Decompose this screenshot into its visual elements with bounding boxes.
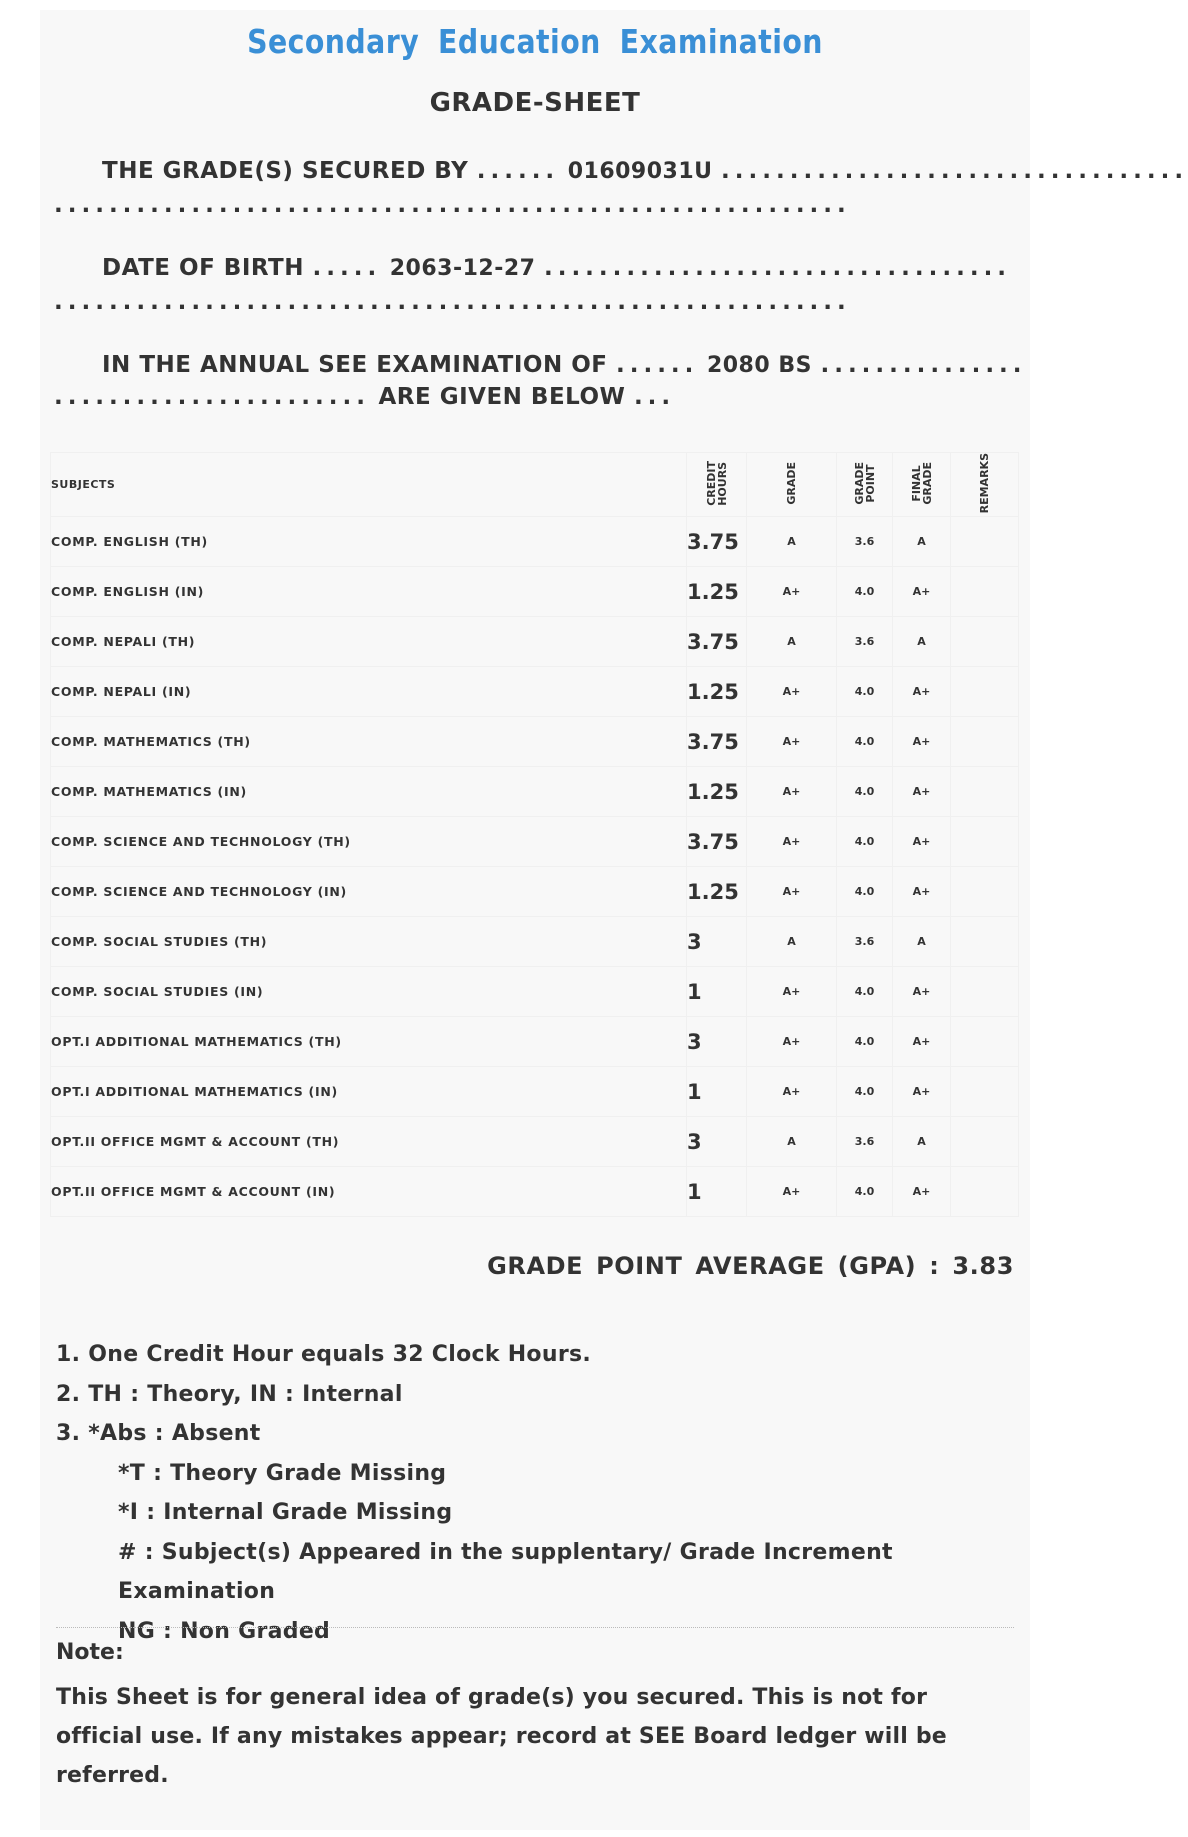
table-row [51, 1117, 1019, 1167]
subject-cell: OPT.I ADDITIONAL MATHEMATICS (IN) [51, 1067, 687, 1117]
final-grade-cell: A+ [893, 867, 951, 917]
remarks-cell [951, 917, 1019, 967]
credit-hours-cell: 1 [687, 1067, 747, 1117]
remarks-cell [951, 617, 1019, 667]
subject-cell: COMP. SCIENCE AND TECHNOLOGY (IN) [51, 867, 687, 917]
credit-hours-cell: 3 [687, 917, 747, 967]
subject-cell: COMP. MATHEMATICS (TH) [51, 717, 687, 767]
grade-cell: A+ [747, 817, 837, 867]
header-subjects: SUBJECTS [51, 453, 687, 517]
final-grade-cell: A+ [893, 1067, 951, 1117]
header-final-grade: FINAL GRADE [893, 453, 951, 517]
grade-point-cell: 4.0 [837, 1017, 893, 1067]
final-grade-cell: A+ [893, 717, 951, 767]
remarks-cell [951, 1017, 1019, 1067]
table-row [51, 567, 1019, 617]
note-item: 1. One Credit Hour equals 32 Clock Hours. [56, 1342, 592, 1367]
credit-hours-cell: 1.25 [687, 667, 747, 717]
final-grade-cell: A+ [893, 567, 951, 617]
grade-point-cell: 4.0 [837, 1067, 893, 1117]
secured-by-line: THE GRADE(S) SECURED BY ...... 01609031U .................................. [102, 158, 1188, 184]
gpa-value: 3.83 [952, 1252, 1014, 1280]
gpa-summary [487, 1252, 1014, 1280]
grade-point-cell: 4.0 [837, 967, 893, 1017]
credit-hours-cell: 3.75 [687, 817, 747, 867]
exam-line: IN THE ANNUAL SEE EXAMINATION OF ...... 2080 BS ............... [102, 352, 1027, 378]
table-row [51, 717, 1019, 767]
header-credit-hours: CREDIT HOURS [687, 453, 747, 517]
grade-point-cell: 4.0 [837, 717, 893, 767]
grade-cell: A [747, 617, 837, 667]
given-below-label: ARE GIVEN BELOW [378, 384, 626, 410]
table-header-row [51, 453, 1019, 517]
subject-cell: COMP. NEPALI (TH) [51, 617, 687, 667]
remarks-cell [951, 967, 1019, 1017]
remarks-cell [951, 567, 1019, 617]
note-subitem: *T : Theory Grade Missing [118, 1460, 447, 1486]
final-grade-cell: A+ [893, 1017, 951, 1067]
divider [56, 1627, 1014, 1628]
table-row [51, 617, 1019, 667]
note-item: 3. *Abs : Absent [56, 1421, 261, 1446]
grade-point-cell: 3.6 [837, 917, 893, 967]
given-below-line: ....................... ARE GIVEN BELOW ... [54, 384, 676, 410]
exam-label: IN THE ANNUAL SEE EXAMINATION OF [102, 352, 608, 378]
dob-line: DATE OF BIRTH ..... 2063-12-27 .................................. [102, 255, 1012, 281]
note-subitem: *I : Internal Grade Missing [118, 1500, 453, 1525]
table-row [51, 667, 1019, 717]
grade-point-cell: 4.0 [837, 767, 893, 817]
grade-point-cell: 4.0 [837, 1167, 893, 1217]
credit-hours-cell: 1 [687, 967, 747, 1017]
note-item: 2. TH : Theory, IN : Internal [56, 1381, 403, 1407]
remarks-cell [951, 867, 1019, 917]
table-row [51, 1067, 1019, 1117]
grade-cell: A+ [747, 667, 837, 717]
dob-label: DATE OF BIRTH [102, 255, 304, 281]
grade-point-cell: 3.6 [837, 517, 893, 567]
final-grade-cell: A [893, 917, 951, 967]
grade-cell: A+ [747, 867, 837, 917]
header-remarks: REMARKS [951, 453, 1019, 517]
credit-hours-cell: 1 [687, 1167, 747, 1217]
final-grade-cell: A+ [893, 817, 951, 867]
grades-table [50, 452, 1019, 1217]
header-grade: GRADE [747, 453, 837, 517]
table-row [51, 817, 1019, 867]
remarks-cell [951, 667, 1019, 717]
grade-cell: A+ [747, 1017, 837, 1067]
credit-hours-cell: 3.75 [687, 617, 747, 667]
exam-year: 2080 BS [706, 353, 812, 378]
final-grade-cell: A+ [893, 667, 951, 717]
subject-cell: COMP. MATHEMATICS (IN) [51, 767, 687, 817]
note-subitem: # : Subject(s) Appeared in the supplentary/ Grade Increment Examination [118, 1539, 893, 1604]
dotted-filler: .......................................................... [54, 289, 851, 315]
remarks-cell [951, 1167, 1019, 1217]
grade-cell: A+ [747, 1167, 837, 1217]
grade-cell: A+ [747, 767, 837, 817]
table-row [51, 967, 1019, 1017]
subject-cell: COMP. SOCIAL STUDIES (IN) [51, 967, 687, 1017]
symbol-number: 01609031U [567, 159, 713, 184]
credit-hours-cell: 3 [687, 1117, 747, 1167]
table-row [51, 517, 1019, 567]
dotted-filler: .......................................................... [54, 192, 851, 218]
final-grade-cell: A [893, 617, 951, 667]
dob-value: 2063-12-27 [389, 256, 536, 281]
credit-hours-cell: 3 [687, 1017, 747, 1067]
grade-cell: A [747, 517, 837, 567]
notes-list [56, 1335, 1016, 1651]
subject-cell: OPT.II OFFICE MGMT & ACCOUNT (IN) [51, 1167, 687, 1217]
header-grade-point: GRADE POINT [837, 453, 893, 517]
grade-point-cell: 3.6 [837, 1117, 893, 1167]
grade-point-cell: 3.6 [837, 617, 893, 667]
secured-by-label: THE GRADE(S) SECURED BY [102, 158, 469, 184]
final-grade-cell: A [893, 1117, 951, 1167]
grade-sheet [40, 10, 1188, 1830]
remarks-cell [951, 1117, 1019, 1167]
final-grade-cell: A+ [893, 1167, 951, 1217]
final-grade-cell: A+ [893, 967, 951, 1017]
subject-cell: COMP. ENGLISH (IN) [51, 567, 687, 617]
grade-point-cell: 4.0 [837, 817, 893, 867]
remarks-cell [951, 767, 1019, 817]
credit-hours-cell: 1.25 [687, 767, 747, 817]
note-heading: Note: [56, 1640, 124, 1665]
remarks-cell [951, 817, 1019, 867]
grade-point-cell: 4.0 [837, 567, 893, 617]
subject-cell: COMP. SCIENCE AND TECHNOLOGY (TH) [51, 817, 687, 867]
remarks-cell [951, 717, 1019, 767]
gpa-label: GRADE POINT AVERAGE (GPA) : [487, 1252, 940, 1280]
grade-sheet-heading: GRADE-SHEET [429, 88, 641, 118]
grade-cell: A+ [747, 717, 837, 767]
grade-cell: A [747, 917, 837, 967]
grade-cell: A+ [747, 567, 837, 617]
subject-cell: COMP. SOCIAL STUDIES (TH) [51, 917, 687, 967]
grade-cell: A+ [747, 967, 837, 1017]
remarks-cell [951, 1067, 1019, 1117]
grade-cell: A [747, 1117, 837, 1167]
subject-cell: OPT.I ADDITIONAL MATHEMATICS (TH) [51, 1017, 687, 1067]
final-grade-cell: A [893, 517, 951, 567]
grade-rows [51, 517, 1019, 1217]
exam-title: Secondary Education Examination [247, 22, 823, 61]
table-row [51, 1017, 1019, 1067]
subject-cell: COMP. NEPALI (IN) [51, 667, 687, 717]
note-text: This Sheet is for general idea of grade(s) you secured. This is not for official use. If any mistakes appear; record at SEE Board ledger will be referred. [56, 1685, 947, 1788]
grade-cell: A+ [747, 1067, 837, 1117]
table-row [51, 1167, 1019, 1217]
credit-hours-cell: 1.25 [687, 567, 747, 617]
subject-cell: COMP. ENGLISH (TH) [51, 517, 687, 567]
credit-hours-cell: 1.25 [687, 867, 747, 917]
table-row [51, 767, 1019, 817]
final-grade-cell: A+ [893, 767, 951, 817]
table-row [51, 917, 1019, 967]
table-row [51, 867, 1019, 917]
remarks-cell [951, 517, 1019, 567]
grade-point-cell: 4.0 [837, 867, 893, 917]
credit-hours-cell: 3.75 [687, 517, 747, 567]
grade-point-cell: 4.0 [837, 667, 893, 717]
subject-cell: OPT.II OFFICE MGMT & ACCOUNT (TH) [51, 1117, 687, 1167]
credit-hours-cell: 3.75 [687, 717, 747, 767]
note-subitem: NG : Non Graded [118, 1618, 331, 1644]
